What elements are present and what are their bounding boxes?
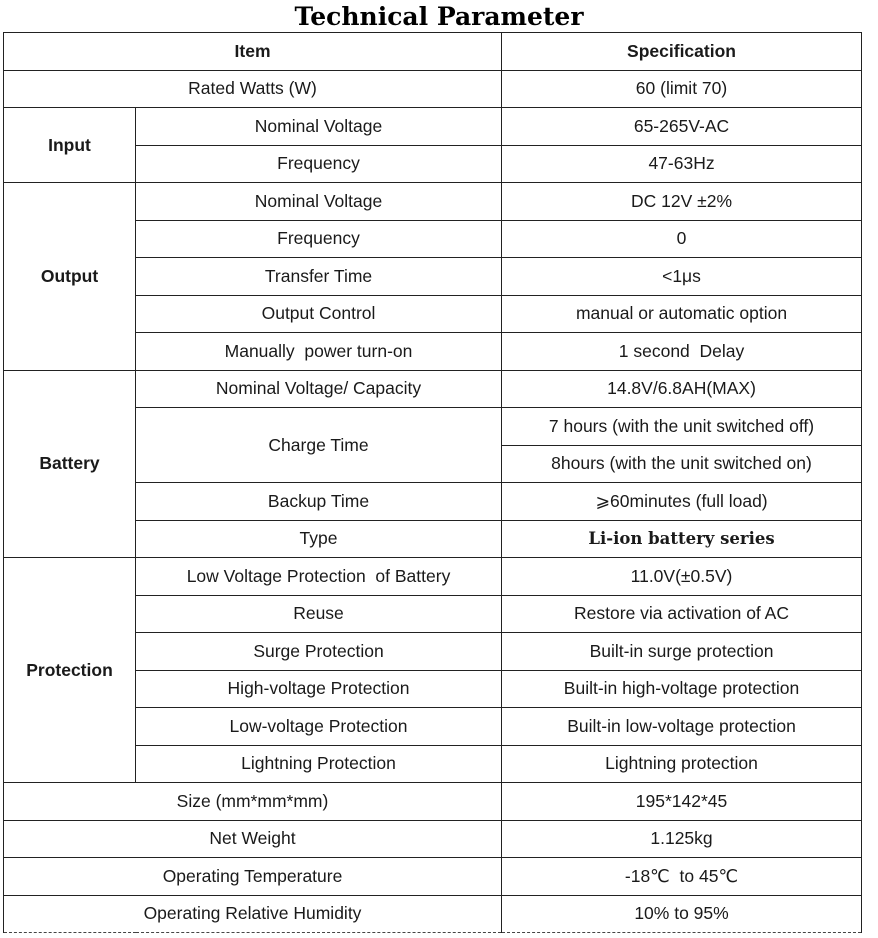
power-on-value: 1 second Delay xyxy=(502,333,862,371)
output-control-value: manual or automatic option xyxy=(502,295,862,333)
battery-type-value: Li-ion battery series xyxy=(502,520,862,558)
transfer-time-label: Transfer Time xyxy=(136,258,502,296)
lightning-protection-value: Lightning protection xyxy=(502,745,862,783)
table-row xyxy=(4,370,862,408)
page-title: Technical Parameter xyxy=(294,2,584,31)
battery-voltage-capacity-label: Nominal Voltage/ Capacity xyxy=(136,370,502,408)
group-input: Input xyxy=(4,108,136,183)
table-row xyxy=(4,70,862,108)
transfer-time-value: <1μs xyxy=(502,258,862,296)
header-specification: Specification xyxy=(502,33,862,71)
table-row xyxy=(4,783,862,821)
input-frequency-label: Frequency xyxy=(136,145,502,183)
backup-time-label: Backup Time xyxy=(136,483,502,521)
surge-protection-value: Built-in surge protection xyxy=(502,633,862,671)
group-protection: Protection xyxy=(4,558,136,783)
low-voltage-battery-value: 11.0V(±0.5V) xyxy=(502,558,862,596)
net-weight-value: 1.125kg xyxy=(502,820,862,858)
low-voltage-protection-value: Built-in low-voltage protection xyxy=(502,708,862,746)
output-control-label: Output Control xyxy=(136,295,502,333)
reuse-label: Reuse xyxy=(136,595,502,633)
operating-humidity-value: 10% to 95% xyxy=(502,895,862,933)
rated-watts-label: Rated Watts (W) xyxy=(4,70,502,108)
output-voltage-label: Nominal Voltage xyxy=(136,183,502,221)
size-label: Size (mm*mm*mm) xyxy=(4,783,502,821)
table-header-row xyxy=(4,33,862,71)
backup-time-value: ⩾60minutes (full load) xyxy=(502,483,862,521)
charge-time-label: Charge Time xyxy=(136,408,502,483)
battery-type-label: Type xyxy=(136,520,502,558)
table-row xyxy=(4,895,862,933)
surge-protection-label: Surge Protection xyxy=(136,633,502,671)
operating-humidity-label: Operating Relative Humidity xyxy=(4,895,502,933)
table-row xyxy=(4,820,862,858)
input-frequency-value: 47-63Hz xyxy=(502,145,862,183)
table-row xyxy=(4,858,862,896)
high-voltage-protection-label: High-voltage Protection xyxy=(136,670,502,708)
power-on-label: Manually power turn-on xyxy=(136,333,502,371)
rated-watts-value: 60 (limit 70) xyxy=(502,70,862,108)
charge-time-off-value: 7 hours (with the unit switched off) xyxy=(502,408,862,446)
input-voltage-value: 65-265V-AC xyxy=(502,108,862,146)
input-voltage-label: Nominal Voltage xyxy=(136,108,502,146)
battery-voltage-capacity-value: 14.8V/6.8AH(MAX) xyxy=(502,370,862,408)
table-row xyxy=(4,183,862,221)
output-voltage-value: DC 12V ±2% xyxy=(502,183,862,221)
low-voltage-battery-label: Low Voltage Protection of Battery xyxy=(136,558,502,596)
charge-time-on-value: 8hours (with the unit switched on) xyxy=(502,445,862,483)
group-output: Output xyxy=(4,183,136,371)
size-value: 195*142*45 xyxy=(502,783,862,821)
group-battery: Battery xyxy=(4,370,136,558)
table-row xyxy=(4,108,862,146)
reuse-value: Restore via activation of AC xyxy=(502,595,862,633)
header-item: Item xyxy=(4,33,502,71)
low-voltage-protection-label: Low-voltage Protection xyxy=(136,708,502,746)
table-row xyxy=(4,558,862,596)
net-weight-label: Net Weight xyxy=(4,820,502,858)
lightning-protection-label: Lightning Protection xyxy=(136,745,502,783)
operating-temperature-label: Operating Temperature xyxy=(4,858,502,896)
output-frequency-value: 0 xyxy=(502,220,862,258)
high-voltage-protection-value: Built-in high-voltage protection xyxy=(502,670,862,708)
operating-temperature-value: -18℃ to 45℃ xyxy=(502,858,862,896)
output-frequency-label: Frequency xyxy=(136,220,502,258)
spec-table xyxy=(3,32,862,933)
